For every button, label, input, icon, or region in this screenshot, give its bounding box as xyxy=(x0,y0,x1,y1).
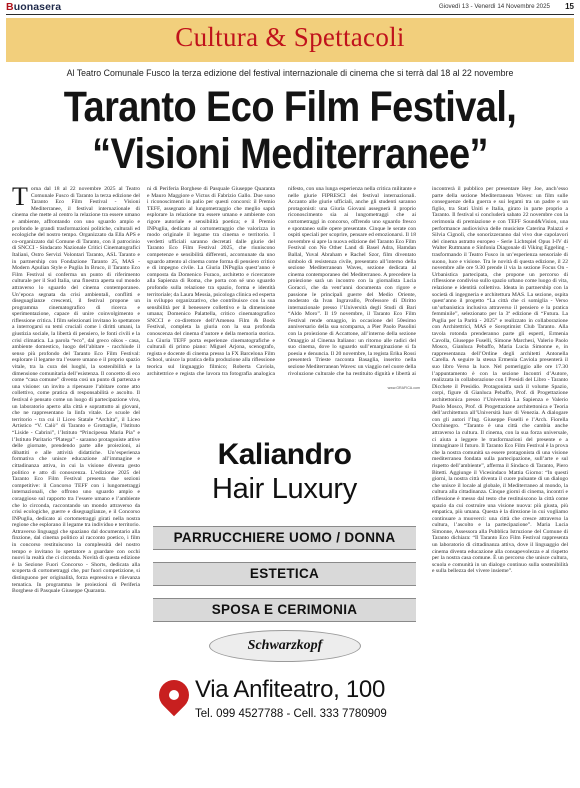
page-number: 15 xyxy=(565,2,574,11)
article-column-4 xyxy=(432,186,568,782)
ad-address: Via Anfiteatro, 100 xyxy=(195,676,386,703)
logo-initial: B xyxy=(6,1,14,13)
drop-cap: T xyxy=(12,186,28,211)
ad-service-hairdresser: PARRUCCHIERE UOMO / DONNA xyxy=(153,526,416,550)
schwarzkopf-logo: Schwarzkopf xyxy=(209,630,361,662)
article-kicker: Al Teatro Comunale Fusco la terza edizione del festival internazionale di cinema che si terrà dal 18 al 22 novembre xyxy=(66,68,514,78)
section-title: Cultura & Spettacoli xyxy=(175,22,405,52)
column-3-text: nifesto, con una lunga esperienza nella critica militante e nelle giurie FIPRESCI dei festival internazionali. Accanto alle giurie ufficiali, anche gli studenti saranno protagonisti: una Giuria Giovani assegnerà il proprio riconoscimento sia ai lungometraggi che ai cortometraggi in concorso, offrendo uno sguardo fresco e spontaneo sulle opere presentate. Cinque le serate con ospiti speciali per scoprire, pensare ed emozionarsi. Il 18 novembre si apre la nuova edizione del Taranto Eco Film Festival con No Other Land di Basel Adra, Hamdan Ballal, Yuval Abraham e Rachel Szor, film diventato simbolo di resistenza civile, presentato all’interno della sezione Mediterranean Waves, sezione dedicata al cinema contemporaneo del Mediterraneo. A precedere la proiezione sarà un incontro con la giornalista Lucia Goracci, che da vent’anni documenta con rigore e passione le principali guerre del Medio Oriente, moderato da Ivan Ingravallo, Professore di Diritto internazionale presso l’Università degli Studi di Bari “Aldo Moro”. Il 19 novembre, il Taranto Eco Film Festival rende omaggio, in occasione del 50esimo anniversario della sua scomparsa, a Pier Paolo Pasolini con la proiezione di Accattone, all’interno della sezione Omaggio al Cinema Italiano: un ritorno alle radici del suo cinema, dove lo sguardo sull’emarginazione si fa poesia e denuncia. Il 20 novembre, la regista Erika Rossi presenterà Trieste racconta Basaglia, inserito nella sezione Mediterranean Waves: un viaggio nel cuore della rivoluzione culturale che ha restituito dignità e libertà ai xyxy=(288,186,416,376)
headline-line-2: “Visioni Mediterranee” xyxy=(92,131,488,179)
issue-date: Giovedì 13 - Venerdì 14 Novembre 2025 xyxy=(438,3,550,10)
column-1-text: orna dal 18 al 22 novembre 2025 al Teatro Comunale Fusco di Taranto la terza edizione del Taranto Eco Film Festival - Visioni Mediterranee, il festival internazionale di cinema che mette al centro la relazione tra essere umano e ambiente, affrontando con uno sguardo ampio e profondo le grandi trasformazioni politiche, culturali ed ecologiche del nostro tempo. Organizzato da Ella APS e co-organizzato dal Comune di Taranto, con il patrocinio di SNCCI - Sindacato Nazionale Critici Cinematografici Italiani, Ostro Servizi Volontari Taranto, ASL Taranto e in partnership con Fondazione Taranto 25, MAS - Modern Apulian Style e Puglia In Bruco, il Taranto Eco Film Festival si conferma un punto di riferimento culturale per il Sud Italia, una finestra aperta sul mondo attraverso lo sguardo del cinema contemporaneo. Un’epoca segnata da crisi ambientali, conflitti e diseguaglianze crescenti, il festival propone un programma cinematografico di ricerca e sperimentazione, capace di unire coinvolgimento e riflessione critica. I film selezionati invitano lo spettatore a interrogarsi su temi cruciali come i diritti umani, la giustizia sociale, la libertà di pensiero, le fonti civili e la crisi climatica. La parola “eco”, dal greco oikos - casa, ambiente domestico, luogo dell’abitare - racchiude il senso più profondo del Taranto Eco Film Festival: esplorare il legame tra l’essere umano e il proprio spazio vitale, tra la cura dei luoghi, la sostenibilità e la dimensione comunitaria dell’esistenza. Il concetto di eco come “casa comune” diventa così un punto di partenza e una visione: un invito a ripensare l’abitare come atto collettivo, come pratica di responsabilità e ascolto. Il festival è pensato come un luogo di partecipazione viva, un laboratorio aperto alla città e soprattutto ai giovani, che ne rappresentano la linfa vitale. Le scuole del territorio - tra cui il Liceo Statale “Archita”, il Liceo Artistico “V. Calò” di Taranto e Grottaglie, l’Istituto “Liside - Cabrini”, l’Istituto “Principessa Maria Pia” e l’Istituto Paritario “Platega” - saranno protagoniste attive delle giornate, prendendo parte alle proiezioni, ai dibattiti e alle attività didattiche. Un’esperienza formativa che unisce educazione all’immagine e cittadinanza attiva, in cui la visione diventa gesto politico e atto di conoscenza. L’edizione 2025 del Taranto Eco Film Festival presenta due sezioni competitive: il Concorso TEFF con i lungometraggi internazionali, che offrono uno sguardo ampio e coraggioso sul rapporto tra l’essere umano e l’ambiente che lo circonda, raccontando un mondo attraverso da crisi ecologiche, guerre e diseguaglianze, e il Concorso INPuglia, dedicato ai cortometraggi girati nella nostra regione che esplorano il legame tra individuo e territorio. Attraverso linguaggi che spaziano dal documentario alla finzione, dal cinema politico al racconto poetico, i film in concorso restituiscono la complessità del nostro tempo e invitano lo spettatore a guardare con occhi nuovi la realtà che ci circonda. Novità di questa edizione è la Sezione Fuori Concorso - Shorts, dedicata alla scoperta di cortometraggi che, pur fuori competizione, si distinguono per originalità, forza espressiva e rilevanza tematica. In programma le proiezioni di Periferia Borghese di Pasquale Giuseppe Quaranta. xyxy=(12,186,140,595)
section-banner xyxy=(6,18,574,62)
location-pin-icon xyxy=(153,674,195,716)
article-column-1 xyxy=(12,186,140,782)
headline-line-1: Taranto Eco Film Festival, xyxy=(63,84,517,132)
advertisement[interactable] xyxy=(147,386,422,784)
column-2-text: ni di Periferia Borghese di Pasquale Giuseppe Quaranta e Mauro Maggiore e Victus di Fabrizio Gallo. Due sono i riconoscimenti in palio per questi concorsi: il Premio TEFF, assegnato al lungometraggio che meglio saprà esplorare la relazione tra essere umano e ambiente con rigore autoriale e sensibilità poetica; e il Premio INPuglia, dedicato al cortometraggio che valorizza in modo originale il legame tra cinema e territorio. I verdetti ufficiali saranno decretati dalle giurie del Taranto Eco Film Festival 2025, che riuniscono competenze e sensibilità differenti, accomunate da uno sguardo attento al cinema come forma di pensiero critico e di impegno civile. La Giuria INPuglia quest’anno è composta da Domenico Furaco, architetto e ricercatore alla Sapienza di Roma, che porta con sé uno sguardo profondo sulla relazione tra spazio, forma e identità territoriale; da Laura Messia, psicologa clinica ed esperta in sviluppo organizzativo, che contribuisce con la sua sensibilità per il benessere collettivo e la dimensione umana; Domenico Palattella, critico cinematografico SNCCI e co-direttore dell’Amenea Film & Book Festival, completa la giuria con la sua profonda conoscenza del cinema d’autore e della memoria storica. La Giuria TEFF porta esperienze cinematografiche e culturali di primo piano: Miguel Arjona, scenografo, regista e docente di cinema presso la FX Barcelona Film School, unisce la pratica della produzione alla riflessione teorica sul linguaggio filmico; Roberta Caviola, architettrice e regista che lavora tra fotografia analogica xyxy=(147,186,275,376)
ad-brand-subtitle: Hair Luxury xyxy=(212,473,357,505)
article-column-2 xyxy=(147,186,275,376)
article-headline xyxy=(6,84,574,178)
article-column-3 xyxy=(288,186,416,376)
ad-credit: www.GRAFICA.com xyxy=(387,386,420,390)
column-4-text: incontrerà il pubblico per presentare Hey Joe, anch’esso parte della sezione Mediterranean Waves: un film sulle conseguenze della guerra e sui legami tra un padre e un figlio, tra Stati Uniti e Italia, girato in parte proprio a Taranto. Il festival si concluderà sabato 22 novembre con la cerimonia di premiazione e con TEFF Sound&Vision, una performance audiovisiva delle musiciste Caterina Palazzi e Silvia Cignoli, che sonorizzeranno dal vivo due capolavori del cinema astratto europeo - Serie Lichtspiel Opus I-IV di Walter Ruttmann e Sinfonia Diagonale di Viking Eggeling - trasformando il Teatro Fusco in un’esperienza sensoriale di suono, luce e visione. Tra le novità di questa edizione, il 22 novembre alle ore 9.30 prende il via la sezione Focus On - Urbanistica partecipata, che propone un percorso di riflessione condiviso sullo spazio urbano come luogo di vita, relazione e identità collettiva. Ideata in partnership con la società di ingegneria e architettura MAS. La sezione, ospita quest’anno il progetto “La città che ci somiglia - Verso un’urbanistica inclusiva attraverso il pensiero e la pratica femminile”, selezionato per la 3ª edizione di “Futura. La Puglia per la Parità - 2025” e realizzato in collaborazione con Architettrici, MAS e Soroptimist Club Taranto. Alla tavola rotonda prenderanno parte gli esperti, Ermenia Cavolla, Giuseppe Fuselli, Simone Marchesi, Valerio Paolo Mosco, Gianluca Pebaffo, Maria Lucia Simonne e, in rappresentanza dell’Ordine degli architetti Antonella Carella. A seguire la stessa Ermenia Caviola presenterà il suo libro Verso la luce. Nel pomeriggio alle ore 17.30 l’appuntamento è con la sezione Incontri d’Autore, realizzata in collaborazione con I Presidi del Libro - Taranto Dicchete il Presidio. Protagonista sarà il volume Spazio, corpi, figure di Gianluca Pebaffo, Prof. di Progettazione architettonica presso l’Università La Sapienza e Valerio Paolo Mosco, Prof. di Progettazione architettonica e Teoria dell’architettura all’Università Iuav di Venezia. A dialogare con gli autori l’Ing. Giuseppe Fuselli e l’Arch. Fiorella Occhinegro. “Taranto è una città che cambia anche attraverso la cultura. Il cinema, con la sua forza universale, ci aiuta a leggere le trasformazioni del presente e a immaginare il futuro. Il Taranto Eco Film Festival è la prova che la nostra comunità sa essere protagonista di una visione mediterranea fondata sulla partecipazione, sull’arte e sul rispetto dell’ambiente”, afferma il Sindaco di Taranto, Piero Bitetti. Aggiunge il Vicesindaco Mattia Giorno: “In questi giorni, la nostra città diventa il cuore pulsante di un dialogo che unisce il locale al globale, il Mediterraneo al mondo, la cultura alla cittadinanza. Cinque giorni di cinema, incontri e riflessione è messo dal testo che restituiscono la città come spazio da cui costruire una visione nuova: più giusta, più empatica, più umana. Questa è la direzione in cui vogliamo continuare a muoverci: una città che cresce attraverso la cultura, l’ascolto e la partecipazione”. Maria Lucia Simonne, Assessora alla Pubblica Istruzione del Comune di Taranto dichiara: “Il Taranto Eco Film Festival rappresenta un laboratorio di cittadinanza attiva, dove il linguaggio del cinema diventa educazione alla consapevolezza e al rispetto per la nostra casa comune. È un percorso che unisce cultura, scuola e comunità in un dialogo continuo sulla sostenibilità e sulla bellezza del vivere insieme”. xyxy=(432,186,568,575)
ad-service-beauty: ESTETICA xyxy=(153,562,416,586)
masthead xyxy=(6,2,574,15)
ad-phone-numbers: Tel. 099 4527788 - Cell. 333 7780909 xyxy=(195,708,387,720)
ad-brand-name: Kaliandro xyxy=(217,438,352,471)
ad-service-wedding: SPOSA E CERIMONIA xyxy=(153,598,416,622)
newspaper-logo xyxy=(6,1,61,13)
logo-rest: uonasera xyxy=(13,1,62,13)
